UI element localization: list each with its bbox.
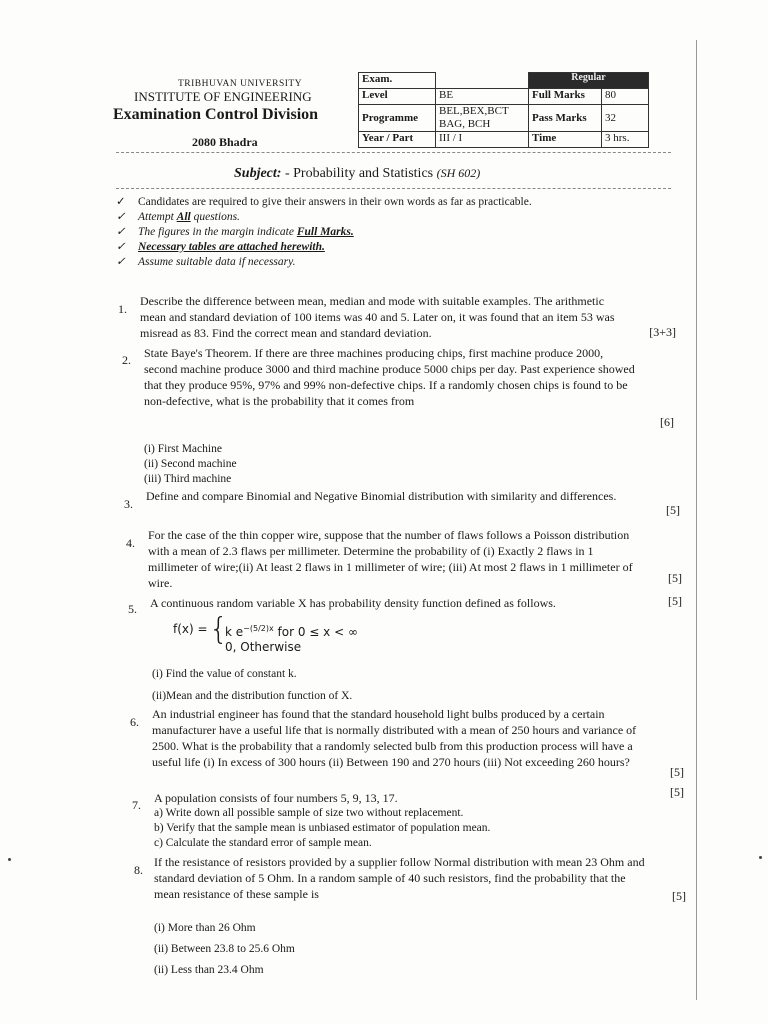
- part-item: a) Write down all possible sample of size two without replacement.: [154, 807, 464, 819]
- question-number: 7.: [132, 798, 141, 812]
- programme-label: Programme: [359, 105, 436, 132]
- question-5: A continuous random variable X has probability density function defined as follows.: [150, 596, 556, 610]
- part-item: b) Verify that the sample mean is unbiased estimator of population mean.: [154, 822, 491, 834]
- part-item: (i) More than 26 Ohm: [154, 922, 256, 934]
- question-7-parts: [154, 806, 490, 851]
- question-marks: [5]: [670, 785, 684, 799]
- pdf-lhs: f(x) =: [173, 622, 208, 636]
- question-marks: [5]: [668, 594, 682, 608]
- question-8: If the resistance of resistors provided by a supplier follow Normal distribution with mean 23 Ohm and standard deviation of 5 Ohm. In a random sample of 40 such resistors, find the probability that the mean resistance of these sample is: [154, 855, 645, 901]
- question-number: 4.: [126, 536, 135, 550]
- full-marks-label: Full Marks: [529, 89, 602, 105]
- exam-type: Regular: [529, 73, 649, 89]
- scan-speck: [8, 858, 11, 861]
- university-name: TRIBHUVAN UNIVERSITY: [178, 79, 303, 89]
- question-3: Define and compare Binomial and Negative Binomial distribution with similarity and differences.: [146, 489, 617, 503]
- subject-name: - Probability and Statistics: [284, 166, 434, 181]
- instruction-item: ✓ Candidates are required to give their answers in their own words as far as practicable.: [116, 196, 532, 208]
- question-2-parts: [144, 442, 237, 487]
- time-value: 3 hrs.: [602, 132, 649, 148]
- full-marks-value: 80: [602, 89, 649, 105]
- question-marks: [5]: [670, 765, 684, 779]
- question-2: State Baye's Theorem. If there are three machines producing chips, first machine produce 2000, second machine produce 3000 and third machine produce 5000 chips per day. Past experience showed that they produce 95%, 97% and 99% non-defective chips. If a randomly chosen chips is found to be non-defective, what is the probability that it comes from: [144, 346, 635, 408]
- check-icon: ✓: [116, 256, 126, 268]
- subject-label: Subject:: [234, 166, 282, 181]
- question-number: 5.: [128, 602, 137, 616]
- scan-speck: [759, 856, 762, 859]
- separator-top: [116, 152, 671, 153]
- part-item: (i) First Machine: [144, 443, 222, 455]
- question-1: Describe the difference between mean, median and mode with suitable examples. The arithmetic mean and standard deviation of 100 items was 40 and 5. Later on, it was found that an item 53 was misread as 83. Find the correct mean and standard deviation.: [140, 294, 615, 340]
- check-icon: ✓: [116, 196, 126, 208]
- question-4: For the case of the thin copper wire, suppose that the number of flaws follows a Poisson distribution with a mean of 2.3 flaws per millimeter. Determine the probability of (i) Exactly 2 flaws in 1 millimeter of wire;(ii) At least 2 flaws in 1 millimeter of wire; (iii) At most 2 flaws in 1 millimeter of wire.: [148, 528, 633, 590]
- subject-line: [234, 165, 480, 182]
- pass-marks-label: Pass Marks: [529, 105, 602, 132]
- institute-name: INSTITUTE OF ENGINEERING: [134, 89, 312, 104]
- division-name: Examination Control Division: [113, 106, 319, 123]
- level-label: Level: [359, 89, 436, 105]
- time-label: Time: [529, 132, 602, 148]
- exam-label: Exam.: [359, 73, 436, 89]
- question-marks: [3+3]: [649, 325, 676, 339]
- year-part-label: Year / Part: [359, 132, 436, 148]
- question-number: 8.: [134, 863, 143, 877]
- check-icon: ✓: [116, 226, 126, 238]
- question-marks: [5]: [672, 889, 686, 903]
- question-number: 3.: [124, 497, 133, 511]
- question-number: 6.: [130, 715, 139, 729]
- part-item: (ii) Between 23.8 to 25.6 Ohm: [154, 943, 295, 955]
- question-8-parts: [154, 918, 295, 981]
- part-item: (ii)Mean and the distribution function of X.: [152, 690, 353, 702]
- instruction-item: ✓ Assume suitable data if necessary.: [116, 256, 296, 268]
- part-item: (ii) Second machine: [144, 458, 237, 470]
- pdf-definition: [173, 612, 358, 654]
- year-part-value: III / I: [436, 132, 529, 148]
- part-item: (i) Find the value of constant k.: [152, 668, 297, 680]
- instruction-item: ✓ The figures in the margin indicate Full Marks.: [116, 226, 354, 238]
- question-marks: [5]: [668, 571, 682, 585]
- pdf-case-2: 0, Otherwise: [225, 640, 302, 654]
- question-number: 1.: [118, 302, 127, 316]
- part-item: (ii) Less than 23.4 Ohm: [154, 964, 264, 976]
- question-marks: [6]: [660, 415, 674, 429]
- question-7: A population consists of four numbers 5, 9, 13, 17.: [154, 791, 398, 805]
- instruction-item: ✓ Attempt All questions.: [116, 211, 240, 223]
- pdf-case-1: k $e^{-(5/2)x}$ for 0 ≤ x < ∞: [225, 624, 358, 639]
- subject-code: (SH 602): [436, 166, 481, 180]
- brace-symbol: {: [209, 612, 229, 647]
- part-item: (iii) Third machine: [144, 473, 232, 485]
- question-6: An industrial engineer has found that the standard household light bulbs produced by a certain manufacturer have a useful life that is normally distributed with a mean of 250 hours and variance of 2500. What is the probability that a randomly selected bulb from this production process will have a useful life (i) In excess of 300 hours (ii) Between 190 and 270 hours (iii) Not exceeding 260 hours?: [152, 707, 637, 769]
- instructions-list: [116, 195, 636, 270]
- check-icon: ✓: [116, 211, 126, 223]
- check-icon: ✓: [116, 241, 126, 253]
- programme-value: BEL,BEX,BCT BAG, BCH: [436, 105, 529, 132]
- scan-edge-line: [696, 40, 697, 1000]
- question-5-parts: [152, 663, 352, 707]
- pass-marks-value: 32: [602, 105, 649, 132]
- part-item: c) Calculate the standard error of sample mean.: [154, 837, 372, 849]
- question-marks: [5]: [666, 503, 680, 517]
- level-value: BE: [436, 89, 529, 105]
- exam-meta-table: [358, 72, 649, 148]
- exam-session: 2080 Bhadra: [192, 135, 258, 149]
- separator-subject: [116, 188, 671, 189]
- instruction-item: ✓ Necessary tables are attached herewith.: [116, 241, 325, 253]
- question-number: 2.: [122, 353, 131, 367]
